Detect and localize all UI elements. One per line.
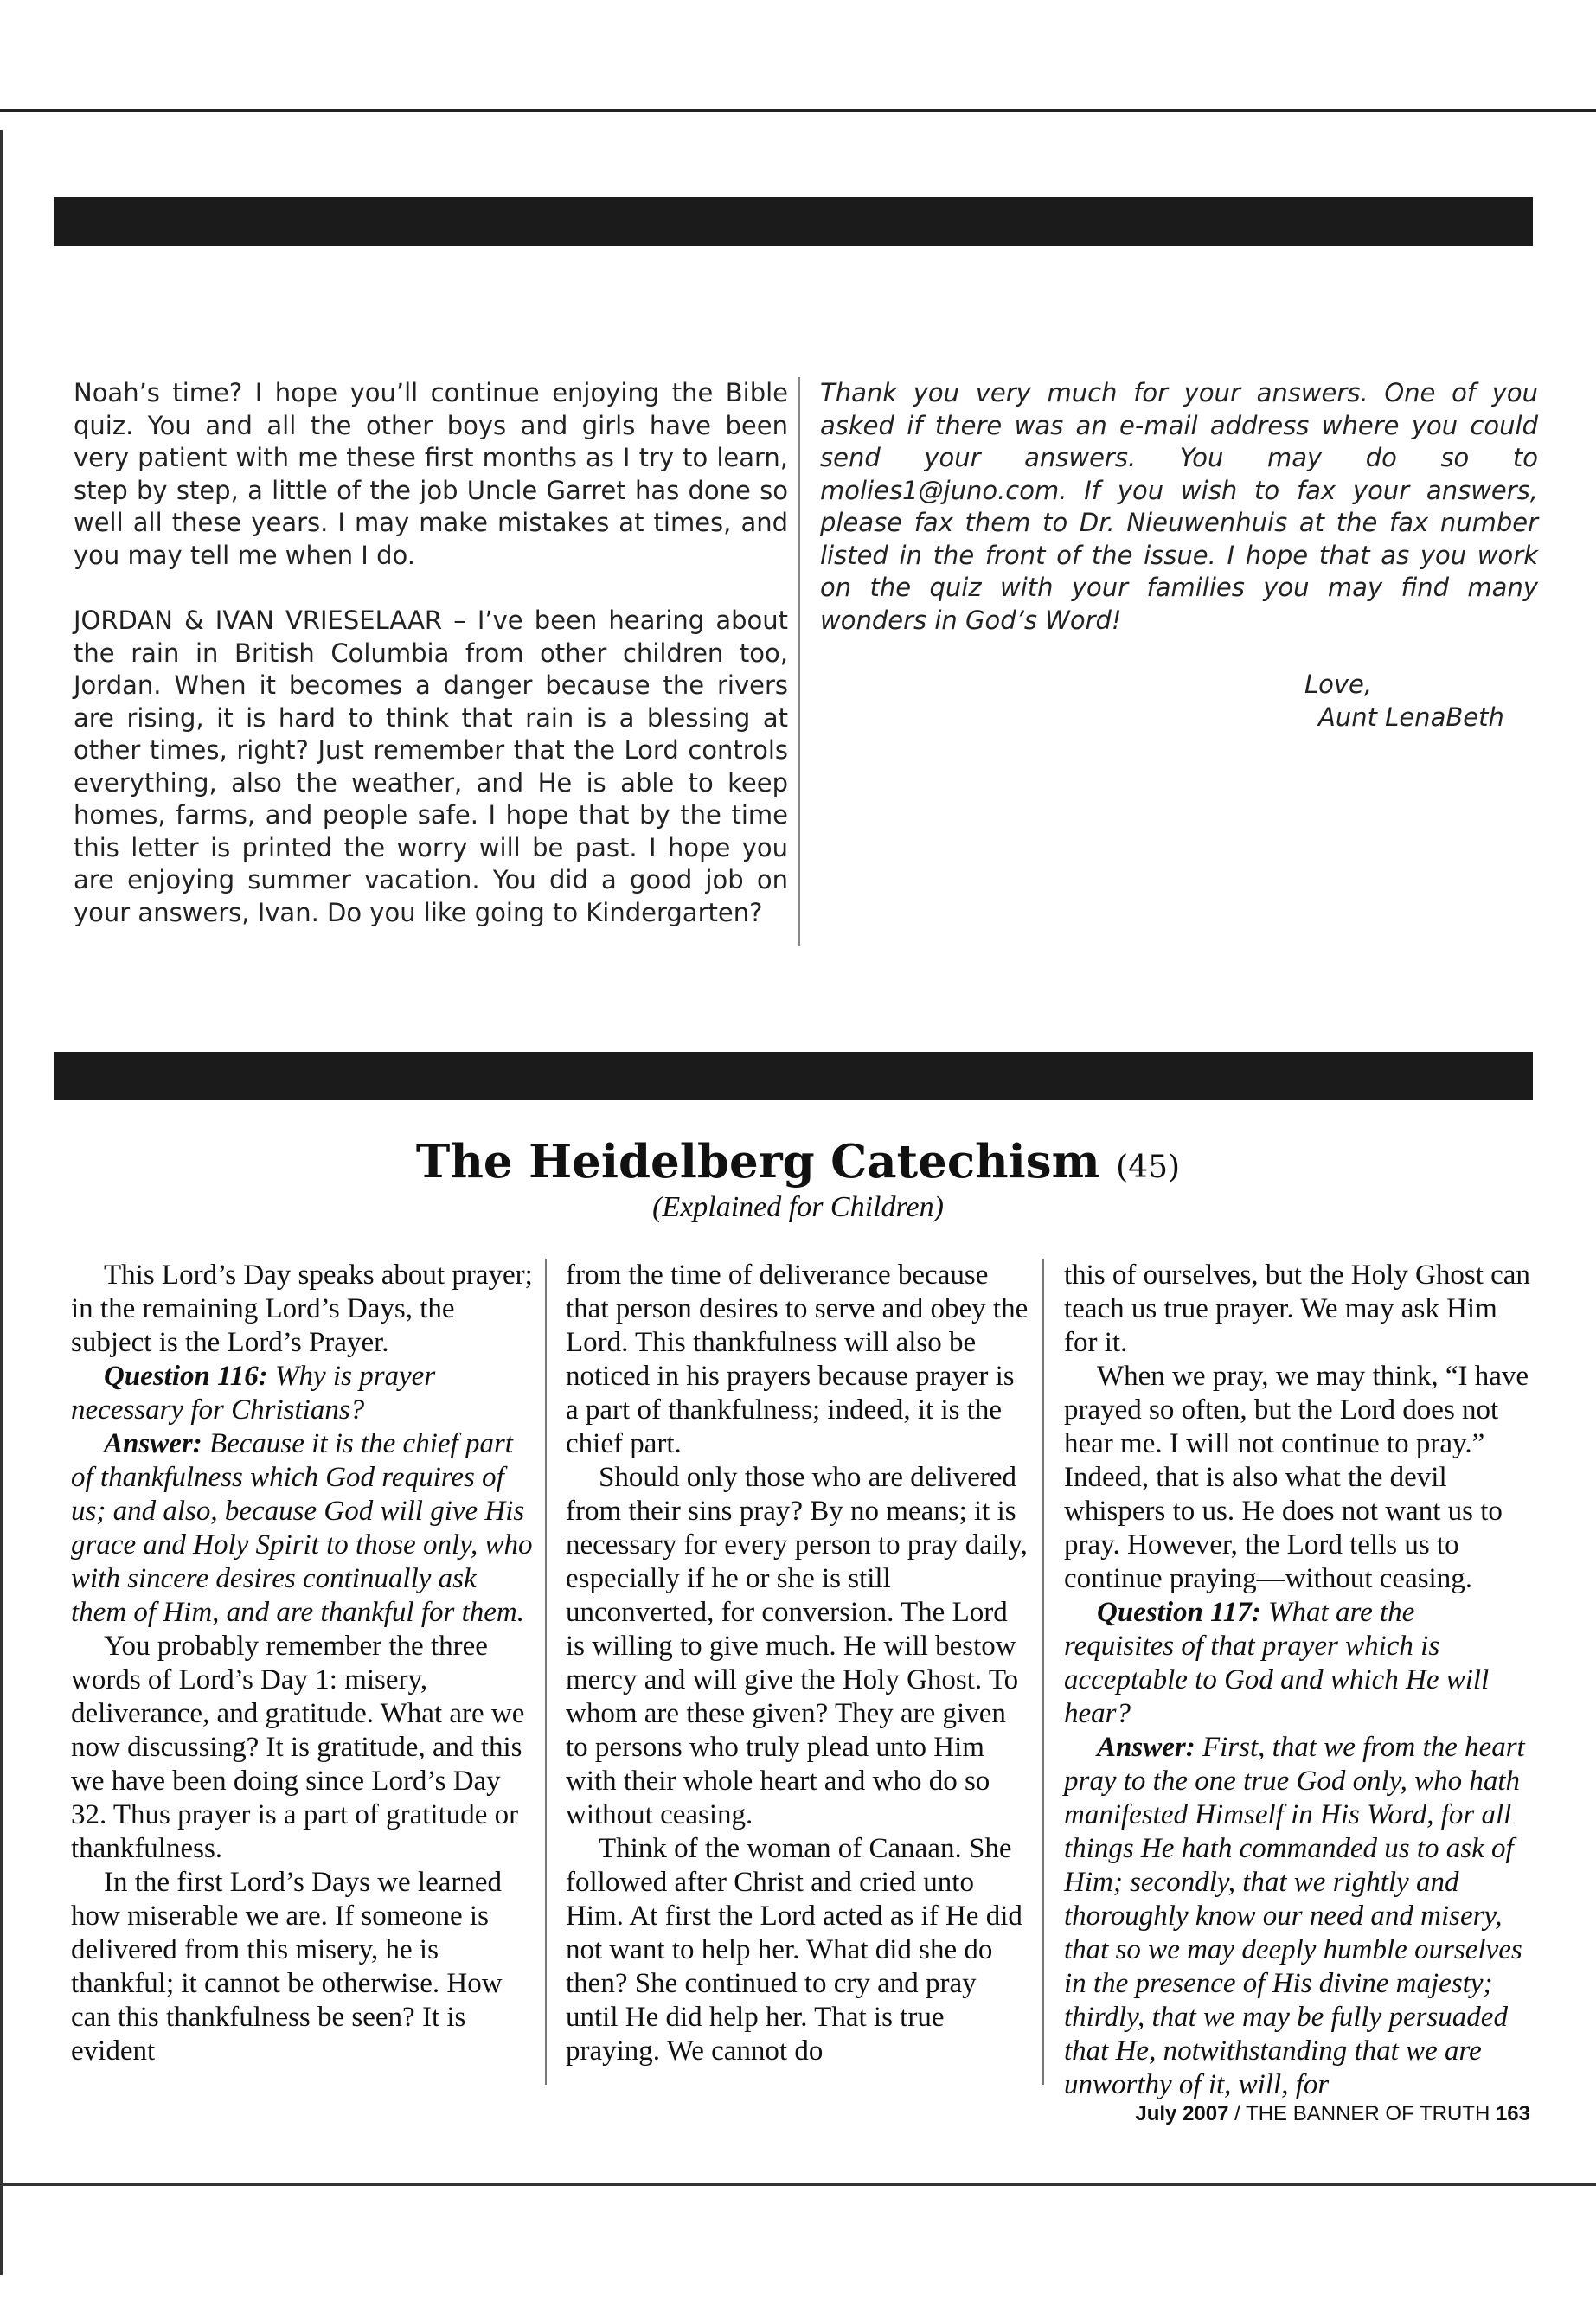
issue-date: July 2007 — [1135, 2102, 1229, 2125]
column-divider — [798, 377, 800, 946]
answer-text: First, that we from the heart pray to the one true God only, who hath manifested Himself in His Word, for all things He hath commanded us to ask of Him; secondly, that we rightly and thoroughly know our need and misery, that so we may deeply humble ourselves in the presence of His divine majesty; thirdly, that we may be fully persuaded that He, notwithstanding that we are unworthy of it, will, for — [1064, 1732, 1525, 2100]
question-117 — [1064, 1596, 1531, 1731]
footer-separator: / — [1234, 2102, 1240, 2125]
letter-paragraph: JORDAN & IVAN VRIESELAAR – I’ve been hearing about the rain in British Columbia from other children too, Jordan. When it becomes a danger because the rivers are rising, it is hard to think that rain is a blessing at other times, right? Just remember that the Lord controls everything, also the weather, and He is able to keep homes, farms, and people safe. I hope that by the time this letter is printed the worry will be past. I hope you are enjoying summer vacation. You did a good job on your answers, Ivan. Do you like going to Kindergarten? — [74, 606, 788, 927]
article-column-3 — [1064, 1259, 1531, 2102]
header-band — [54, 197, 1533, 246]
answer-116 — [71, 1427, 538, 1630]
column-divider — [545, 1259, 547, 2085]
letter-paragraph: Noah’s time? I hope you’ll continue enjoying the Bible quiz. You and all the other boys and girls have been very patient with me these first months as I try to learn, step by step, a little of the job Uncle Garret has done so well all these years. I may make mistakes at times, and you may tell me when I do. — [74, 378, 788, 570]
article-paragraph: In the first Lord’s Days we learned how miserable we are. If someone is delivered from this misery, he is thankful; it cannot be otherwise. How can this thankfulness be seen? It is evident — [71, 1867, 503, 2067]
signature: Aunt LenaBeth — [1318, 702, 1504, 732]
article-paragraph: this of ourselves, but the Holy Ghost can teach us true prayer. We may ask Him for it. — [1064, 1259, 1530, 1358]
top-rule — [0, 109, 1596, 112]
answer-label: Answer: — [1097, 1732, 1195, 1763]
question-text: Why is prayer necessary for Christians? — [71, 1361, 436, 1426]
publication-name: THE BANNER OF TRUTH — [1246, 2102, 1490, 2125]
article-paragraph: Think of the woman of Canaan. She followed after Christ and cried unto Him. At first the Lord acted as if He did not want to help her. What did she do then? She continued to cry and pray until He did help her. That is true praying. We cannot do — [566, 1833, 1022, 2067]
page-footer — [1135, 2102, 1530, 2126]
article-column-1 — [71, 1259, 538, 2068]
article-paragraph: This Lord’s Day speaks about prayer; in the remaining Lord’s Days, the subject is the Lord’s Prayer. — [71, 1259, 533, 1358]
section-band — [54, 1052, 1533, 1100]
article-paragraph: You probably remember the three words of Lord’s Day 1: misery, deliverance, and gratitude. What are we now discussing? It is gratitude, and this we have been doing since Lord’s Day 32. Thus prayer is a part of gratitude or thankfulness. — [71, 1631, 525, 1864]
page-number: 163 — [1495, 2102, 1530, 2125]
article-paragraph: Should only those who are delivered from their sins pray? By no means; it is necessary for every person to pray daily, especially if he or she is still unconverted, for conversion. The Lord is willing to give much. He will bestow mercy and will give the Holy Ghost. To whom are these given? They are given to persons who truly plead unto Him with their whole heart and who do so without ceasing. — [566, 1462, 1028, 1830]
answer-label: Answer: — [104, 1428, 202, 1459]
question-116 — [71, 1360, 538, 1427]
question-text: What are the requisites of that prayer which is acceptable to God and which He will hear? — [1064, 1597, 1490, 1729]
article-paragraph: from the time of deliverance because that person desires to serve and obey the Lord. This thankfulness will also be noticed in his prayers because prayer is a part of thankfulness; indeed, it is the chief part. — [566, 1259, 1029, 1459]
letter-right-column — [820, 377, 1538, 734]
letter-left-column — [74, 377, 788, 929]
article-column-2 — [566, 1259, 1033, 2068]
article-subtitle: (Explained for Children) — [652, 1191, 944, 1223]
answer-text: Because it is the chief part of thankfulness which God requires of us; and also, because God will give His grace and Holy Spirit to those only, who with sincere desires continually ask them of Him, and are thankful for them. — [71, 1428, 533, 1628]
letter-closing — [820, 668, 1538, 734]
article-title — [0, 1133, 1596, 1196]
column-divider — [1042, 1259, 1044, 2085]
article-title-text: The Heidelberg Catechism — [415, 1135, 1100, 1189]
bottom-rule — [0, 2183, 1596, 2186]
question-label: Question 116: — [104, 1361, 268, 1392]
article-paragraph: When we pray, we may think, “I have prayed so often, but the Lord does not hear me. I will not continue to pray.” Indeed, that is also what the devil whispers to us. He does not want us to pray. However, the Lord tells us to continue praying—without ceasing. — [1064, 1361, 1529, 1594]
letter-paragraph: Thank you very much for your answers. One of you asked if there was an e-mail address where you could send your answers. You may do so to molies1@juno.com. If you wish to fax your answers, please fax them to Dr. Nieuwenhuis at the fax number listed in the front of the issue. I hope that as you work on the quiz with your families you may find many wonders in God’s Word! — [820, 378, 1538, 635]
article-number: (45) — [1116, 1150, 1181, 1185]
answer-117 — [1064, 1731, 1531, 2102]
question-label: Question 117: — [1097, 1597, 1261, 1628]
closing-word: Love, — [1304, 670, 1373, 699]
